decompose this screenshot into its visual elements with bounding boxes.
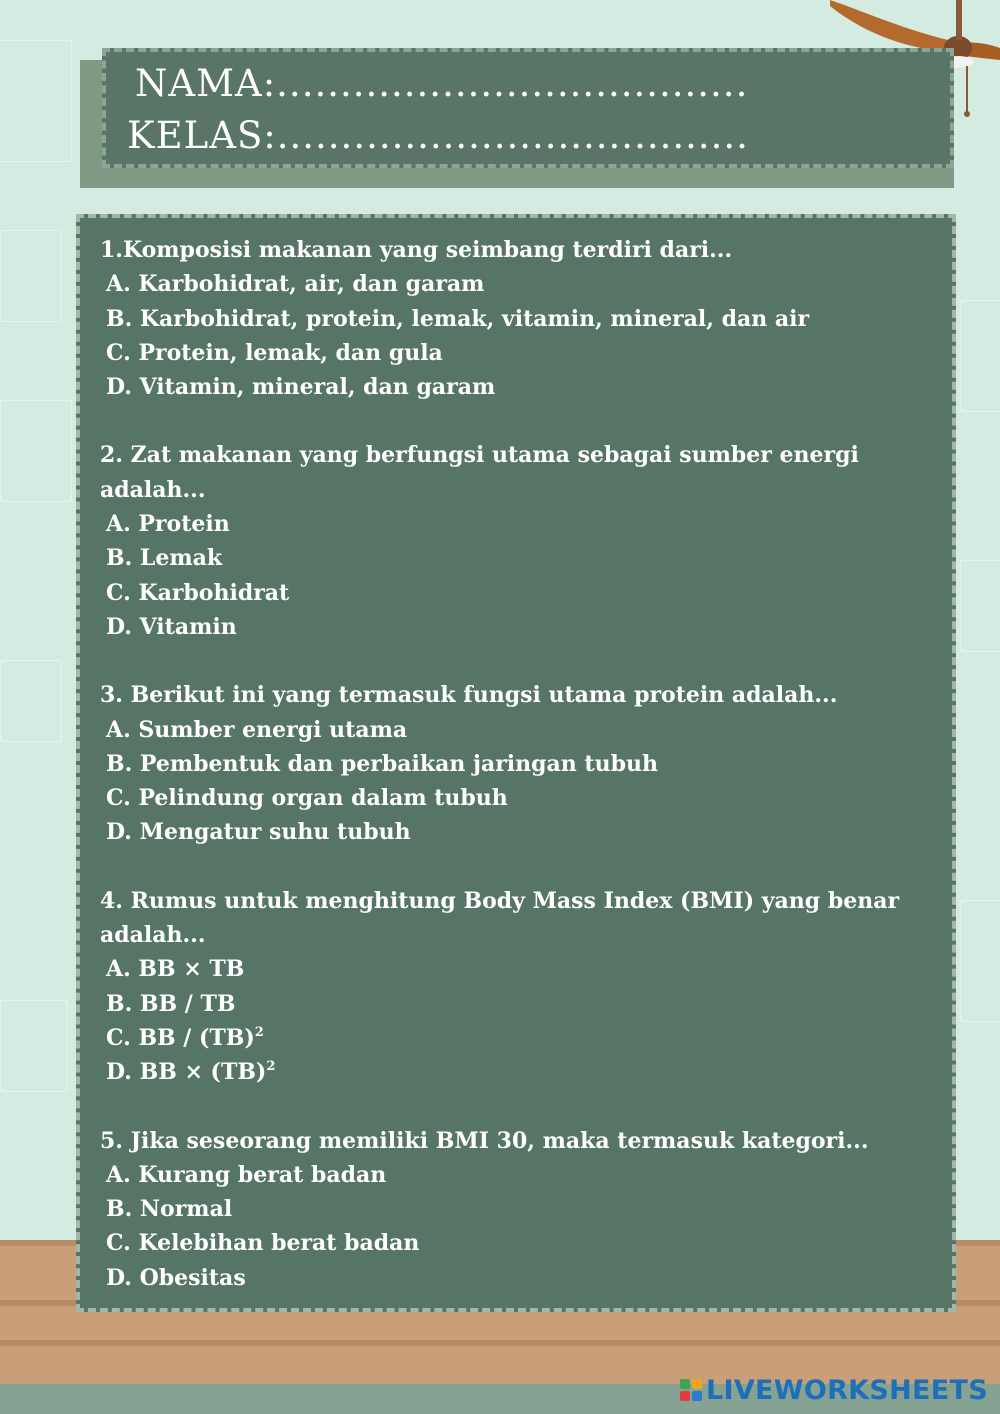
wall-brick (0, 230, 62, 322)
question-list (100, 233, 920, 1329)
option-c[interactable]: C. Karbohidrat (106, 579, 290, 606)
floor-line (0, 1340, 1000, 1346)
question-3 (100, 678, 920, 849)
logo-square (692, 1379, 702, 1389)
logo-grid-icon (680, 1379, 702, 1401)
option-c[interactable]: C. Protein, lemak, dan gula (106, 339, 443, 366)
nama-field[interactable]: NAMA:..................................... (135, 62, 749, 105)
question-4 (100, 884, 920, 1090)
option-d[interactable]: D. Vitamin (106, 613, 237, 640)
logo-text: LIVEWORKSHEETS (705, 1374, 988, 1406)
question-text: 3. Berikut ini yang termasuk fungsi utama protein adalah... (100, 682, 838, 709)
option-a[interactable]: A. Kurang berat badan (106, 1161, 387, 1188)
wall-brick (960, 900, 1000, 1022)
option-d[interactable] (106, 1055, 920, 1089)
logo-square (680, 1379, 690, 1389)
question-1 (100, 233, 920, 404)
question-text: 2. Zat makanan yang berfungsi utama sebagai sumber energi adalah... (100, 442, 859, 503)
liveworksheets-logo[interactable] (680, 1372, 988, 1408)
option-c[interactable]: C. Pelindung organ dalam tubuh (106, 785, 508, 812)
wall-brick (0, 400, 72, 502)
wall-brick (0, 40, 72, 162)
question-text: 4. Rumus untuk menghitung Body Mass Index (BMI) yang benar adalah... (100, 887, 900, 949)
option-b[interactable]: B. Lemak (106, 545, 223, 572)
option-c-text: C. BB / (TB) (106, 1024, 255, 1051)
option-c[interactable]: C. Kelebihan berat badan (106, 1230, 420, 1257)
logo-square (692, 1391, 702, 1401)
question-2 (100, 438, 920, 644)
wall-brick (960, 560, 1000, 652)
option-d-text: D. BB × (TB) (106, 1059, 267, 1086)
option-d[interactable]: D. Vitamin, mineral, dan garam (106, 374, 496, 401)
question-5 (100, 1124, 920, 1295)
option-b[interactable]: B. Normal (106, 1196, 233, 1223)
wall-brick (0, 1000, 68, 1092)
option-a[interactable]: A. Karbohidrat, air, dan garam (106, 271, 485, 298)
option-c[interactable] (106, 1021, 920, 1055)
option-a[interactable]: A. Sumber energi utama (106, 716, 408, 743)
option-d[interactable]: D. Mengatur suhu tubuh (106, 819, 411, 846)
superscript: 2 (266, 1059, 276, 1075)
option-b[interactable]: B. Karbohidrat, protein, lemak, vitamin, mineral, dan air (106, 305, 810, 332)
wall-brick (960, 300, 1000, 412)
question-text: 1.Komposisi makanan yang seimbang terdiri dari... (100, 237, 733, 263)
option-b[interactable]: B. BB / TB (106, 990, 236, 1017)
question-text: 5. Jika seseorang memiliki BMI 30, maka termasuk kategori... (100, 1127, 869, 1154)
option-d[interactable]: D. Obesitas (106, 1264, 246, 1291)
superscript: 2 (254, 1024, 264, 1040)
option-a[interactable]: A. BB × TB (106, 956, 245, 983)
kelas-field[interactable]: KELAS:..................................... (127, 114, 749, 157)
option-a[interactable]: A. Protein (106, 511, 230, 538)
logo-square (680, 1391, 690, 1401)
option-b[interactable]: B. Pembentuk dan perbaikan jaringan tubuh (106, 750, 658, 777)
wall-brick (0, 660, 62, 742)
